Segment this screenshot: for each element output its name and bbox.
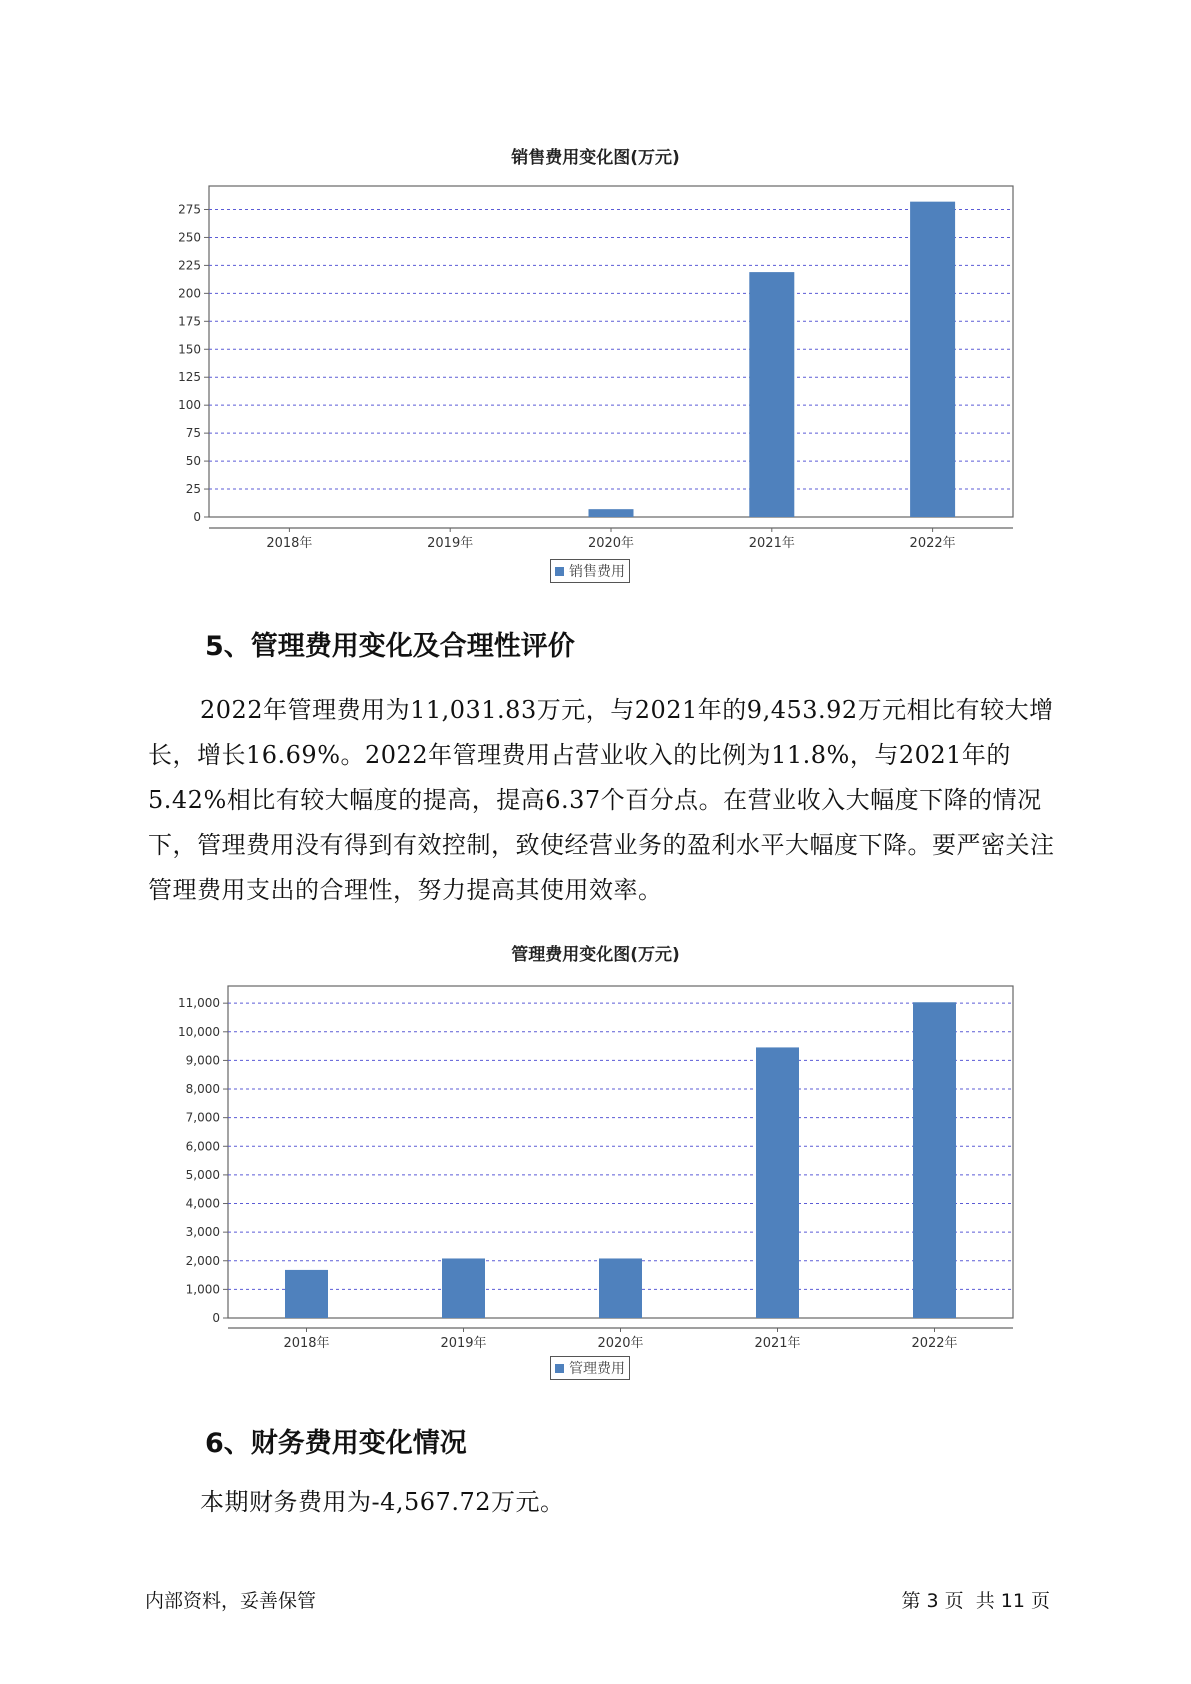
section6-heading: 6、财务费用变化情况 [205, 1428, 467, 1459]
chart2-title: 管理费用变化图(万元) [511, 945, 680, 965]
y-tick-label: 125 [178, 370, 201, 385]
y-tick-label: 25 [185, 482, 201, 497]
bar [756, 1047, 799, 1318]
section6-paragraph: 本期财务费用为-4,567.72万元。 [200, 1488, 565, 1516]
x-tick-label: 2021年 [754, 1336, 801, 1351]
section5-paragraph: 2022年管理费用为11,031.83万元，与2021年的9,453.92万元相比有较大增长，增长16.69%。2022年管理费用占营业收入的比例为11.8%，与2021年的5.42%相比有较大幅度的提高，提高6.37个百分点。在营业收入大幅度下降的情况下，管理费用没有得到有效控制，致使经营业务的盈利水平大幅度下降。要严密关注管理费用支出的合理性，努力提高其使用效率。 [148, 696, 1055, 904]
x-tick-label: 2019年 [440, 1336, 487, 1351]
x-tick-label: 2022年 [909, 536, 956, 551]
chart1-legend-label: 销售费用 [569, 564, 625, 580]
bar [442, 1258, 485, 1318]
footer-page-number: 第 3 页 共 11 页 [901, 1590, 1050, 1612]
y-tick-label: 7,000 [185, 1110, 220, 1125]
y-tick-label: 100 [178, 398, 201, 413]
y-tick-label: 6,000 [185, 1139, 220, 1154]
y-tick-label: 175 [178, 314, 201, 329]
y-tick-label: 3,000 [185, 1225, 220, 1240]
y-tick-label: 225 [178, 258, 201, 273]
y-tick-label: 250 [178, 230, 201, 245]
x-tick-label: 2018年 [266, 536, 313, 551]
y-tick-label: 50 [185, 454, 201, 469]
y-tick-label: 75 [185, 426, 201, 441]
legend-swatch [555, 1364, 564, 1373]
y-tick-label: 8,000 [185, 1082, 220, 1097]
chart2-legend-label: 管理费用 [569, 1361, 625, 1377]
y-tick-label: 5,000 [185, 1167, 220, 1182]
x-tick-label: 2022年 [911, 1336, 958, 1351]
y-tick-label: 4,000 [185, 1196, 220, 1211]
chart1-title: 销售费用变化图(万元) [511, 148, 680, 168]
y-tick-label: 200 [178, 286, 201, 301]
x-tick-label: 2020年 [587, 536, 635, 551]
footer-confidential: 内部资料，妥善保管 [145, 1590, 317, 1612]
x-tick-label: 2020年 [597, 1336, 644, 1351]
y-tick-label: 275 [178, 202, 201, 217]
bar [913, 1002, 956, 1318]
y-tick-label: 9,000 [185, 1053, 220, 1068]
x-tick-label: 2018年 [283, 1336, 330, 1351]
y-tick-label: 0 [193, 510, 201, 524]
bar [285, 1270, 328, 1318]
y-tick-label: 1,000 [185, 1282, 220, 1297]
y-tick-label: 2,000 [185, 1253, 220, 1268]
section5-heading: 5、管理费用变化及合理性评价 [205, 631, 575, 662]
chart2-legend [550, 1356, 630, 1380]
y-tick-label: 150 [178, 342, 201, 357]
y-tick-label: 11,000 [178, 996, 220, 1011]
y-tick-label: 0 [212, 1311, 220, 1325]
x-tick-label: 2021年 [748, 536, 795, 551]
y-tick-label: 10,000 [178, 1024, 220, 1039]
bar [599, 1258, 642, 1318]
x-tick-label: 2019年 [427, 536, 474, 551]
